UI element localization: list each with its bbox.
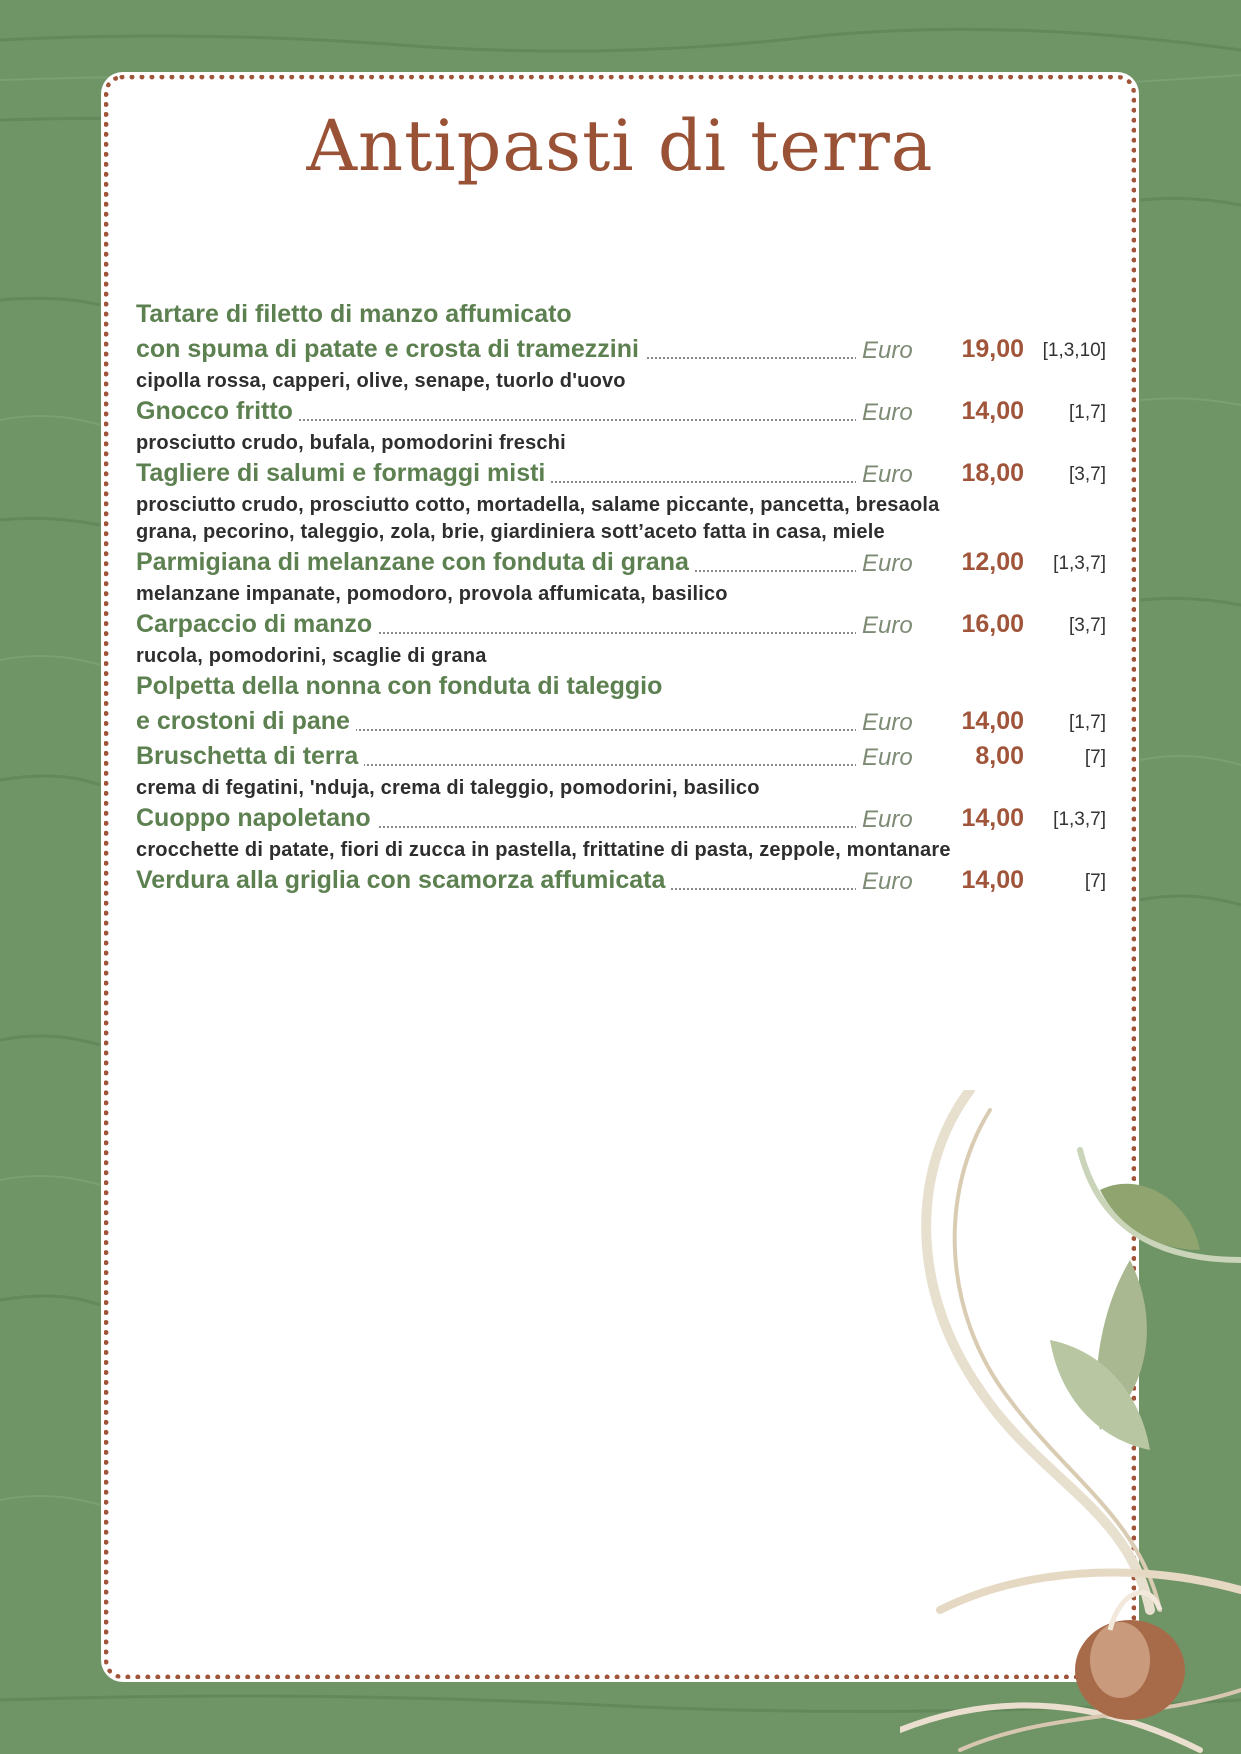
currency-label: Euro xyxy=(856,744,947,772)
menu-item xyxy=(136,457,1106,546)
currency-label: Euro xyxy=(856,806,947,834)
dish-description: crocchette di patate, fiori di zucca in pastella, frittatine di pasta, zeppole, montanare xyxy=(136,839,951,861)
allergen-codes: [7] xyxy=(1084,871,1106,892)
currency-label: Euro xyxy=(856,612,947,640)
allergen-codes: [1,3,7] xyxy=(1053,553,1106,574)
dish-name: Verdura alla griglia con scamorza affumicata xyxy=(136,866,671,895)
menu-item xyxy=(136,802,1106,864)
menu-item xyxy=(136,670,1106,740)
allergen-codes: [1,3,7] xyxy=(1053,809,1106,830)
menu-item xyxy=(136,395,1106,457)
menu-item xyxy=(136,740,1106,802)
allergen-codes: [1,3,10] xyxy=(1042,340,1106,361)
page-title: Antipasti di terra xyxy=(306,105,934,187)
dish-price: 18,00 xyxy=(961,459,1024,487)
allergen-codes: [3,7] xyxy=(1069,615,1106,636)
dish-description: prosciutto crudo, prosciutto cotto, mortadella, salame piccante, pancetta, bresaola xyxy=(136,494,940,516)
allergen-codes: [1,7] xyxy=(1069,712,1106,733)
dish-price: 14,00 xyxy=(961,804,1024,832)
dish-description: crema di fegatini, 'nduja, crema di taleggio, pomodorini, basilico xyxy=(136,777,760,799)
dish-name-line1: Tartare di filetto di manzo affumicato xyxy=(136,300,572,328)
currency-label: Euro xyxy=(856,550,947,578)
currency-label: Euro xyxy=(856,337,947,365)
dish-description: cipolla rossa, capperi, olive, senape, tuorlo d'uovo xyxy=(136,370,626,392)
dish-price: 16,00 xyxy=(961,610,1024,638)
allergen-codes: [7] xyxy=(1084,747,1106,768)
dish-name: Carpaccio di manzo xyxy=(136,610,378,639)
dish-description: prosciutto crudo, bufala, pomodorini freschi xyxy=(136,432,566,454)
currency-label: Euro xyxy=(856,868,947,896)
dish-price: 14,00 xyxy=(961,397,1024,425)
dish-price: 19,00 xyxy=(961,335,1024,363)
dish-description: melanzane impanate, pomodoro, provola affumicata, basilico xyxy=(136,583,728,605)
dish-name: con spuma di patate e crosta di tramezzini xyxy=(136,335,645,364)
dish-name: Tagliere di salumi e formaggi misti xyxy=(136,459,551,488)
dish-price: 14,00 xyxy=(961,866,1024,894)
menu-item xyxy=(136,864,1106,899)
dish-name: Bruschetta di terra xyxy=(136,742,364,771)
dish-price: 12,00 xyxy=(961,548,1024,576)
currency-label: Euro xyxy=(856,399,947,427)
dish-name: Parmigiana di melanzane con fonduta di grana xyxy=(136,548,695,577)
leaf-swirl-decoration xyxy=(900,1090,1241,1754)
currency-label: Euro xyxy=(856,709,947,737)
allergen-codes: [3,7] xyxy=(1069,464,1106,485)
dish-price: 8,00 xyxy=(975,742,1024,770)
allergen-codes: [1,7] xyxy=(1069,402,1106,423)
dish-name: Gnocco fritto xyxy=(136,397,299,426)
currency-label: Euro xyxy=(856,461,947,489)
menu-item xyxy=(136,546,1106,608)
menu-list xyxy=(136,298,1106,899)
dish-description: rucola, pomodorini, scaglie di grana xyxy=(136,645,487,667)
menu-item xyxy=(136,298,1106,395)
dish-name-line1: Polpetta della nonna con fonduta di taleggio xyxy=(136,672,663,700)
dish-price: 14,00 xyxy=(961,707,1024,735)
dish-name: e crostoni di pane xyxy=(136,707,356,736)
dish-description: grana, pecorino, taleggio, zola, brie, giardiniera sott’aceto fatta in casa, miele xyxy=(136,521,885,543)
dish-name: Cuoppo napoletano xyxy=(136,804,377,833)
menu-item xyxy=(136,608,1106,670)
